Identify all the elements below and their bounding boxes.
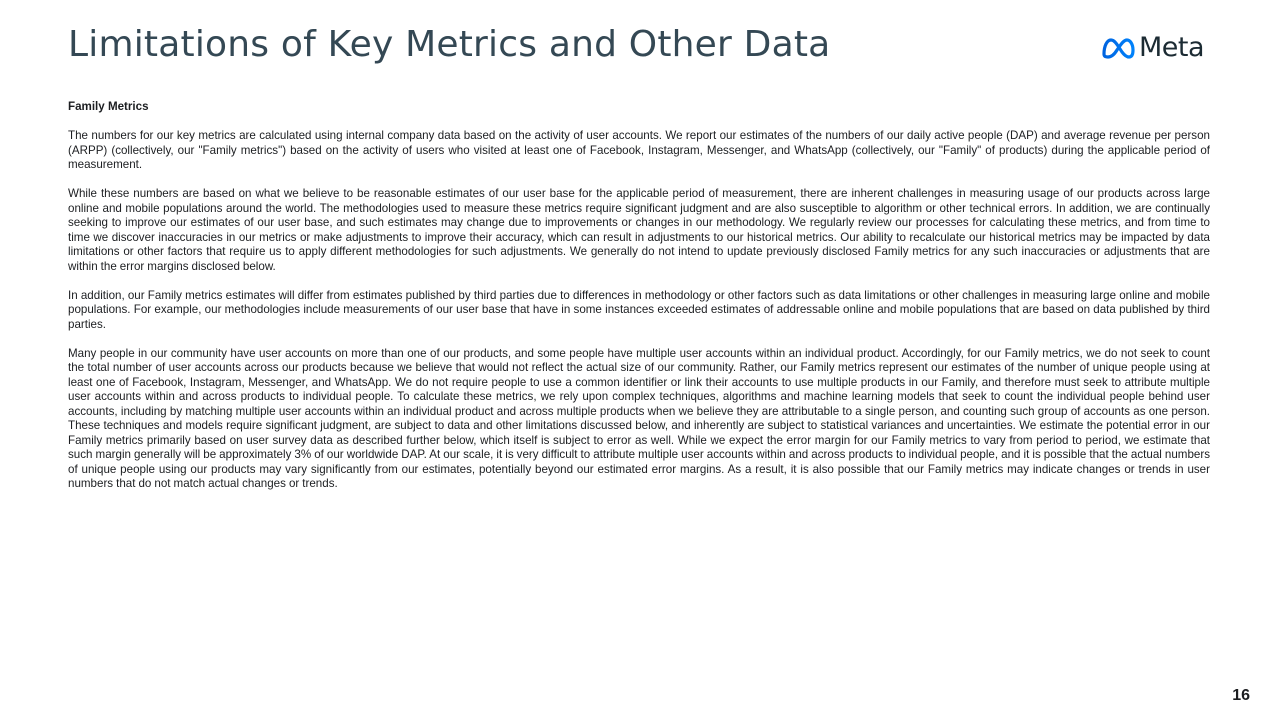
body-content: [68, 100, 1210, 506]
paragraph-third-party-estimates: In addition, our Family metrics estimates will differ from estimates published by third parties due to differences in methodology or other factors such as data limitations or other challenges in measuring large online and mobile populations. For example, our methodologies include measurements of our user base that have in some instances exceeded estimates of addressable online and mobile populations that are based on data published by third parties.: [68, 288, 1210, 331]
paragraph-measurement-challenges: While these numbers are based on what we believe to be reasonable estimates of our user base for the applicable period of measurement, there are inherent challenges in measuring usage of our products across large online and mobile populations around the world. The methodologies used to measure these metrics require significant judgment and are also susceptible to algorithm or other technical errors. In addition, we are continually seeking to improve our estimates of our user base, and such estimates may change due to improvements or changes in our methodology. We regularly review our processes for calculating these metrics, and from time to time we discover inaccuracies in our metrics or make adjustments to improve their accuracy, which can result in adjustments to our historical metrics. Our ability to recalculate our historical metrics may be impacted by data limitations or other factors that require us to apply different methodologies for such adjustments. We generally do not intend to update previously disclosed Family metrics for any such inaccuracies or adjustments that are within the error margins disclosed below.: [68, 187, 1210, 273]
page-number: 16: [1232, 687, 1250, 704]
meta-logo: [1100, 33, 1204, 63]
page-title: Limitations of Key Metrics and Other Data: [68, 24, 831, 65]
meta-wordmark: Meta: [1139, 32, 1205, 63]
paragraph-family-metrics-definition: The numbers for our key metrics are calculated using internal company data based on the activity of user accounts. We report our estimates of the numbers of our daily active people (DAP) and average revenue per person (ARPP) (collectively, our "Family metrics") based on the activity of users who visited at least one of Facebook, Instagram, Messenger, and WhatsApp (collectively, our "Family" of products) during the applicable period of measurement.: [68, 129, 1210, 171]
meta-infinity-icon: [1100, 36, 1136, 60]
section-heading: Family Metrics: [68, 100, 149, 113]
paragraph-multiple-accounts: Many people in our community have user accounts on more than one of our products, and some people have multiple user accounts within an individual product. Accordingly, for our Family metrics, we do not seek to count the total number of user accounts across our products because we believe that would not reflect the actual size of our community. Rather, our Family metrics represent our estimates of the number of unique people using at least one of Facebook, Instagram, Messenger, and WhatsApp. We do not require people to use a common identifier or link their accounts to use multiple products in our Family, and therefore must seek to attribute multiple user accounts within and across products to individual people. To calculate these metrics, we rely upon complex techniques, algorithms and machine learning models that seek to count the individual people behind user accounts, including by matching multiple user accounts within an individual product and across multiple products when we believe they are attributable to a single person, and counting such group of accounts as one person. These techniques and models require significant judgment, are subject to data and other limitations discussed below, and inherently are subject to statistical variances and uncertainties. We estimate the potential error in our Family metrics primarily based on user survey data as described further below, which itself is subject to error as well. While we expect the error margin for our Family metrics to vary from period to period, we estimate that such margin generally will be approximately 3% of our worldwide DAP. At our scale, it is very difficult to attribute multiple user accounts within and across products to individual people, and it is possible that the actual numbers of unique people using our products may vary significantly from our estimates, potentially beyond our estimated error margins. As a result, it is also possible that our Family metrics may indicate changes or trends in user numbers that do not match actual changes or trends.: [68, 346, 1210, 490]
